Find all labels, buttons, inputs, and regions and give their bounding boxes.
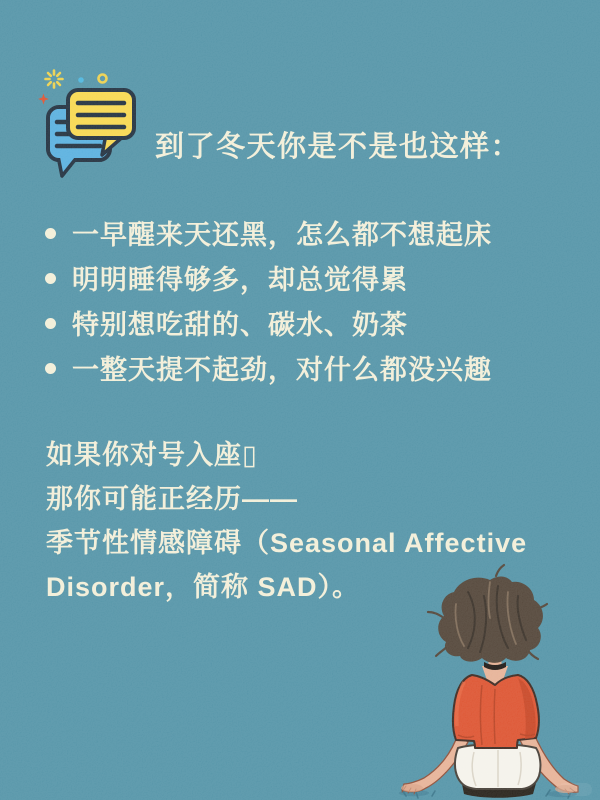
yellow-ring-icon bbox=[99, 75, 107, 83]
chat-bubbles-icon bbox=[48, 90, 134, 176]
girl-sitting-illustration bbox=[398, 552, 600, 800]
bullet-dot-icon bbox=[45, 228, 56, 239]
conclusion-line: 如果你对号入座▯ bbox=[46, 440, 258, 470]
bullet-dot-icon bbox=[45, 363, 56, 374]
symptom-text: 特别想吃甜的、碳水、奶茶 bbox=[72, 310, 408, 340]
blue-dot-icon bbox=[78, 77, 84, 83]
symptom-list bbox=[45, 210, 565, 390]
symptom-text: 明明睡得够多，却总觉得累 bbox=[72, 265, 408, 295]
watermark bbox=[558, 783, 592, 796]
header-icon-cluster bbox=[36, 66, 150, 180]
bullet-dot-icon bbox=[45, 318, 56, 329]
symptom-text: 一早醒来天还黑，怎么都不想起床 bbox=[72, 220, 492, 250]
bullet-dot-icon bbox=[45, 273, 56, 284]
symptom-item bbox=[45, 255, 565, 300]
conclusion-line: 季节性情感障碍（Seasonal Affective bbox=[46, 528, 528, 558]
symptom-text: 一整天提不起劲，对什么都没兴趣 bbox=[72, 355, 492, 385]
symptom-item bbox=[45, 300, 565, 345]
page-title: 到了冬天你是不是也这样： bbox=[155, 131, 522, 163]
conclusion-line: Disorder，简称 SAD）。 bbox=[46, 572, 361, 602]
sunburst-sparkle-icon bbox=[46, 71, 63, 88]
conclusion-line: 那你可能正经历—— bbox=[46, 484, 298, 514]
symptom-item bbox=[45, 210, 565, 255]
symptom-item bbox=[45, 345, 565, 390]
red-four-point-star-icon bbox=[38, 94, 49, 105]
